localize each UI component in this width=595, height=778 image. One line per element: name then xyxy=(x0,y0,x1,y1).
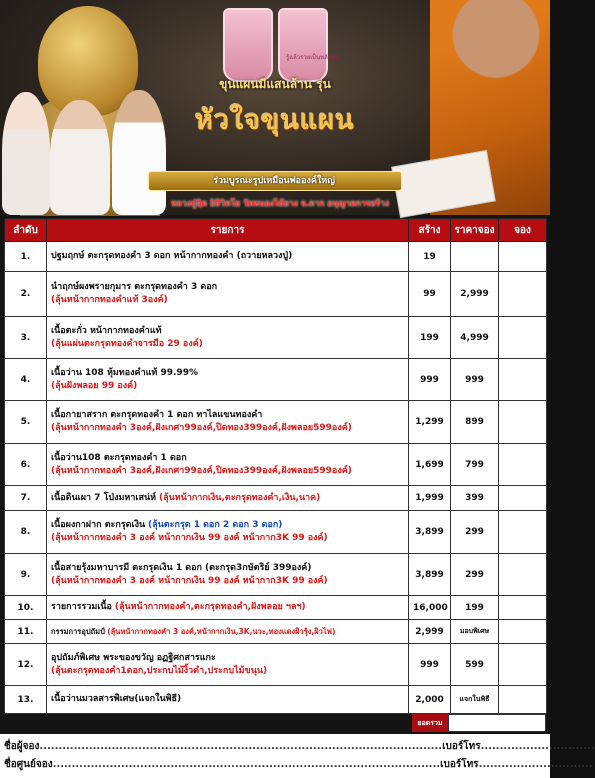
row-price xyxy=(451,242,499,272)
item-main: ปฐมฤกษ์ ตะกรุดทองคำ 3 ดอก หน้ากากทองคำ (ถวายหลวงปู่) xyxy=(51,251,293,261)
header-made: สร้าง xyxy=(409,219,451,242)
table-row xyxy=(5,644,547,686)
table-row xyxy=(5,444,547,486)
row-made: 3,899 xyxy=(409,554,451,596)
row-book-cell[interactable] xyxy=(499,444,547,486)
row-item xyxy=(47,359,409,401)
item-note: (ลุ้นหน้ากากเงิน,ตะกรุดทองคำ,เงิน,นาค) xyxy=(158,492,321,503)
row-price: มอบพิเศษ xyxy=(451,620,499,644)
row-made: 999 xyxy=(409,359,451,401)
table-row xyxy=(5,686,547,714)
header-price: ราคาจอง xyxy=(451,219,499,242)
row-made: 16,000 xyxy=(409,596,451,620)
item-main: เนื้อสายรุ้งมหาบารมี ตะกรุดเงิน 1 ดอก (ตะกรุด3กษัตริย์ 399องค์) xyxy=(51,562,312,573)
row-no: 4. xyxy=(5,359,47,401)
row-item xyxy=(47,486,409,511)
table-row xyxy=(5,401,547,444)
row-item xyxy=(47,554,409,596)
row-item xyxy=(47,444,409,486)
row-item xyxy=(47,511,409,554)
booker-name-field[interactable]: .......................................................................................................... xyxy=(39,741,443,752)
item-note: (ลุ้นฝังพลอย 99 องค์) xyxy=(51,380,138,391)
row-book-cell[interactable] xyxy=(499,554,547,596)
table-row xyxy=(5,596,547,620)
row-price: 199 xyxy=(451,596,499,620)
item-note: (ลุ้นหน้ากากทองคำ 3องค์,ฝังเกศา99องค์,ปิดทอง399องค์,ฝังพลอย599องค์) xyxy=(51,465,352,476)
booking-table xyxy=(4,218,547,714)
row-book-cell[interactable] xyxy=(499,511,547,554)
amulet-back-image xyxy=(278,8,328,82)
row-book-cell[interactable] xyxy=(499,401,547,444)
row-price: แจกในพิธี xyxy=(451,686,499,714)
table-row xyxy=(5,272,547,317)
row-made: 199 xyxy=(409,317,451,359)
row-no: 2. xyxy=(5,272,47,317)
booker-phone-field[interactable]: .............................. xyxy=(480,741,595,752)
item-main: เนื้อผงกาฝาก ตะกรุดเงิน xyxy=(51,520,146,530)
item-note: (ลุ้นหน้ากากทองคำ 3 องค์ หน้ากากเงิน 99 องค์ หน้ากาก3K 99 องค์) xyxy=(51,575,328,586)
center-phone-label: เบอร์โทร xyxy=(440,759,479,770)
row-made: 2,000 xyxy=(409,686,451,714)
title-small: ขุนแผนมีแสนล้าน รุ่น xyxy=(219,77,331,91)
row-book-cell[interactable] xyxy=(499,359,547,401)
row-no: 9. xyxy=(5,554,47,596)
row-no: 11. xyxy=(5,620,47,644)
row-item xyxy=(47,401,409,444)
row-no: 8. xyxy=(5,511,47,554)
table-row xyxy=(5,620,547,644)
title-big: หัวใจขุนแผน xyxy=(195,105,355,136)
row-no: 5. xyxy=(5,401,47,444)
header-item: รายการ xyxy=(47,219,409,242)
item-main: อุปถัมภ์พิเศษ พระของขวัญ อฏฐิศกสารแกะ xyxy=(51,652,216,663)
item-main: เนื้อดินเผา 7 โป่งมหาเสน่ห์ xyxy=(51,492,157,503)
item-main: กรรมการอุปถัมป์ xyxy=(51,627,105,636)
table-header-row xyxy=(5,219,547,242)
total-label: ยอดรวม xyxy=(412,714,448,732)
total-field[interactable] xyxy=(448,714,546,732)
row-book-cell[interactable] xyxy=(499,486,547,511)
header-banner xyxy=(0,0,550,215)
table-row xyxy=(5,554,547,596)
table-row xyxy=(5,511,547,554)
row-item xyxy=(47,620,409,644)
item-note: (ลุ้นตะกรุดทองคำ1ดอก,ประกบไม้งิ้วดำ,ประกบไม้ขนุน) xyxy=(51,665,268,676)
item-main: รายการรวมเนื้อ xyxy=(51,602,112,612)
center-label: ชื่อศูนย์จอง xyxy=(4,759,53,770)
table-row xyxy=(5,242,547,272)
row-no: 1. xyxy=(5,242,47,272)
item-note: (ลุ้นหน้ากากทองคำแท้ 3องค์) xyxy=(51,295,168,305)
table-row xyxy=(5,486,547,511)
row-made: 3,899 xyxy=(409,511,451,554)
row-made: 1,299 xyxy=(409,401,451,444)
item-note: (ลุ้นหน้ากากทองคำ 3 องค์,หน้ากากเงิน,3K,นวะ,ทองแดงผิวรุ้ง,ผิวไฟ) xyxy=(107,627,336,636)
item-main: เนื้อว่านมวลสารพิเศษ(แจกในพิธี) xyxy=(51,694,182,704)
item-note-blue: (ลุ้นตะกรุด 1 ดอก 2 ดอก 3 ดอก) xyxy=(148,520,283,530)
row-no: 13. xyxy=(5,686,47,714)
row-made: 19 xyxy=(409,242,451,272)
booker-line xyxy=(4,739,595,754)
row-made: 99 xyxy=(409,272,451,317)
row-made: 1,699 xyxy=(409,444,451,486)
row-price: 999 xyxy=(451,359,499,401)
row-no: 12. xyxy=(5,644,47,686)
row-book-cell[interactable] xyxy=(499,272,547,317)
row-book-cell[interactable] xyxy=(499,686,547,714)
row-price: 399 xyxy=(451,486,499,511)
row-made: 999 xyxy=(409,644,451,686)
row-price: 4,999 xyxy=(451,317,499,359)
row-item xyxy=(47,686,409,714)
center-line xyxy=(4,757,593,772)
tagline: หลวงปู่ฤิต อิสิวิทโย วัดหนองไม้ยาง จ.ตาก อนุญาตการสร้าง xyxy=(171,199,389,209)
row-price: 299 xyxy=(451,511,499,554)
row-no: 10. xyxy=(5,596,47,620)
table-row xyxy=(5,359,547,401)
header-no: ลำดับ xyxy=(5,219,47,242)
row-no: 6. xyxy=(5,444,47,486)
row-made: 1,999 xyxy=(409,486,451,511)
row-item xyxy=(47,644,409,686)
item-note: (ลุ้นหน้ากากทองคำ 3องค์,ฝังเกศา99องค์,ปิดทอง399องค์,ฝังพลอย599องค์) xyxy=(51,423,352,433)
row-price: 899 xyxy=(451,401,499,444)
row-book-cell[interactable] xyxy=(499,242,547,272)
row-made: 2,999 xyxy=(409,620,451,644)
row-price: 299 xyxy=(451,554,499,596)
row-item xyxy=(47,596,409,620)
row-price: 599 xyxy=(451,644,499,686)
person-photo-1 xyxy=(2,92,50,215)
amulet-front-image xyxy=(223,8,273,82)
item-main: เนื้อกายาสราก ตะกรุดทองคำ 1 ดอก ทาไลแขนทองคำ xyxy=(51,410,263,420)
row-price: 2,999 xyxy=(451,272,499,317)
row-item xyxy=(47,242,409,272)
row-item xyxy=(47,317,409,359)
row-price: 799 xyxy=(451,444,499,486)
subtitle: ร่วมบูรณะรูปเหมือนพ่อองค์ใหญ่ xyxy=(213,176,335,186)
item-note: (ลุ้นหน้ากากทองคำ,ตะกรุดทองคำ,ฝังพลอย ฯลฯ) xyxy=(114,602,306,612)
item-main: เนื้อว่าน 108 หุ้มทองคำแท้ 99.99% xyxy=(51,367,198,378)
item-note: (ลุ้นแผ่นตะกรุดทองคำจารมือ 29 องค์) xyxy=(51,338,203,349)
booker-label: ชื่อผู้จอง xyxy=(4,741,40,752)
center-phone-field[interactable]: .............................. xyxy=(478,759,593,770)
row-book-cell[interactable] xyxy=(499,317,547,359)
center-name-field[interactable]: ...................................................................................................... xyxy=(52,759,441,770)
amulet-caption: รู้แล้วรวยเป็นหลักพัน xyxy=(286,54,340,61)
row-book-cell[interactable] xyxy=(499,596,547,620)
row-no: 3. xyxy=(5,317,47,359)
item-main: เนื้อว่าน108 ตะกรุดทองคำ 1 ดอก xyxy=(51,452,187,463)
row-item xyxy=(47,272,409,317)
booker-phone-label: เบอร์โทร xyxy=(442,741,481,752)
header-book: จอง xyxy=(499,219,547,242)
row-book-cell[interactable] xyxy=(499,644,547,686)
table-row xyxy=(5,317,547,359)
row-no: 7. xyxy=(5,486,47,511)
item-note: (ลุ้นหน้ากากทองคำ 3 องค์ หน้ากากเงิน 99 องค์ หน้ากาก3K 99 องค์) xyxy=(51,533,328,543)
item-main: นำฤกษ์ผงพรายกุมาร ตะกรุดทองคำ 3 ดอก xyxy=(51,282,218,292)
footer xyxy=(0,734,595,778)
item-main: เนื้อตะกั่ว หน้ากากทองคำแท้ xyxy=(51,325,162,336)
row-book-cell[interactable] xyxy=(499,620,547,644)
